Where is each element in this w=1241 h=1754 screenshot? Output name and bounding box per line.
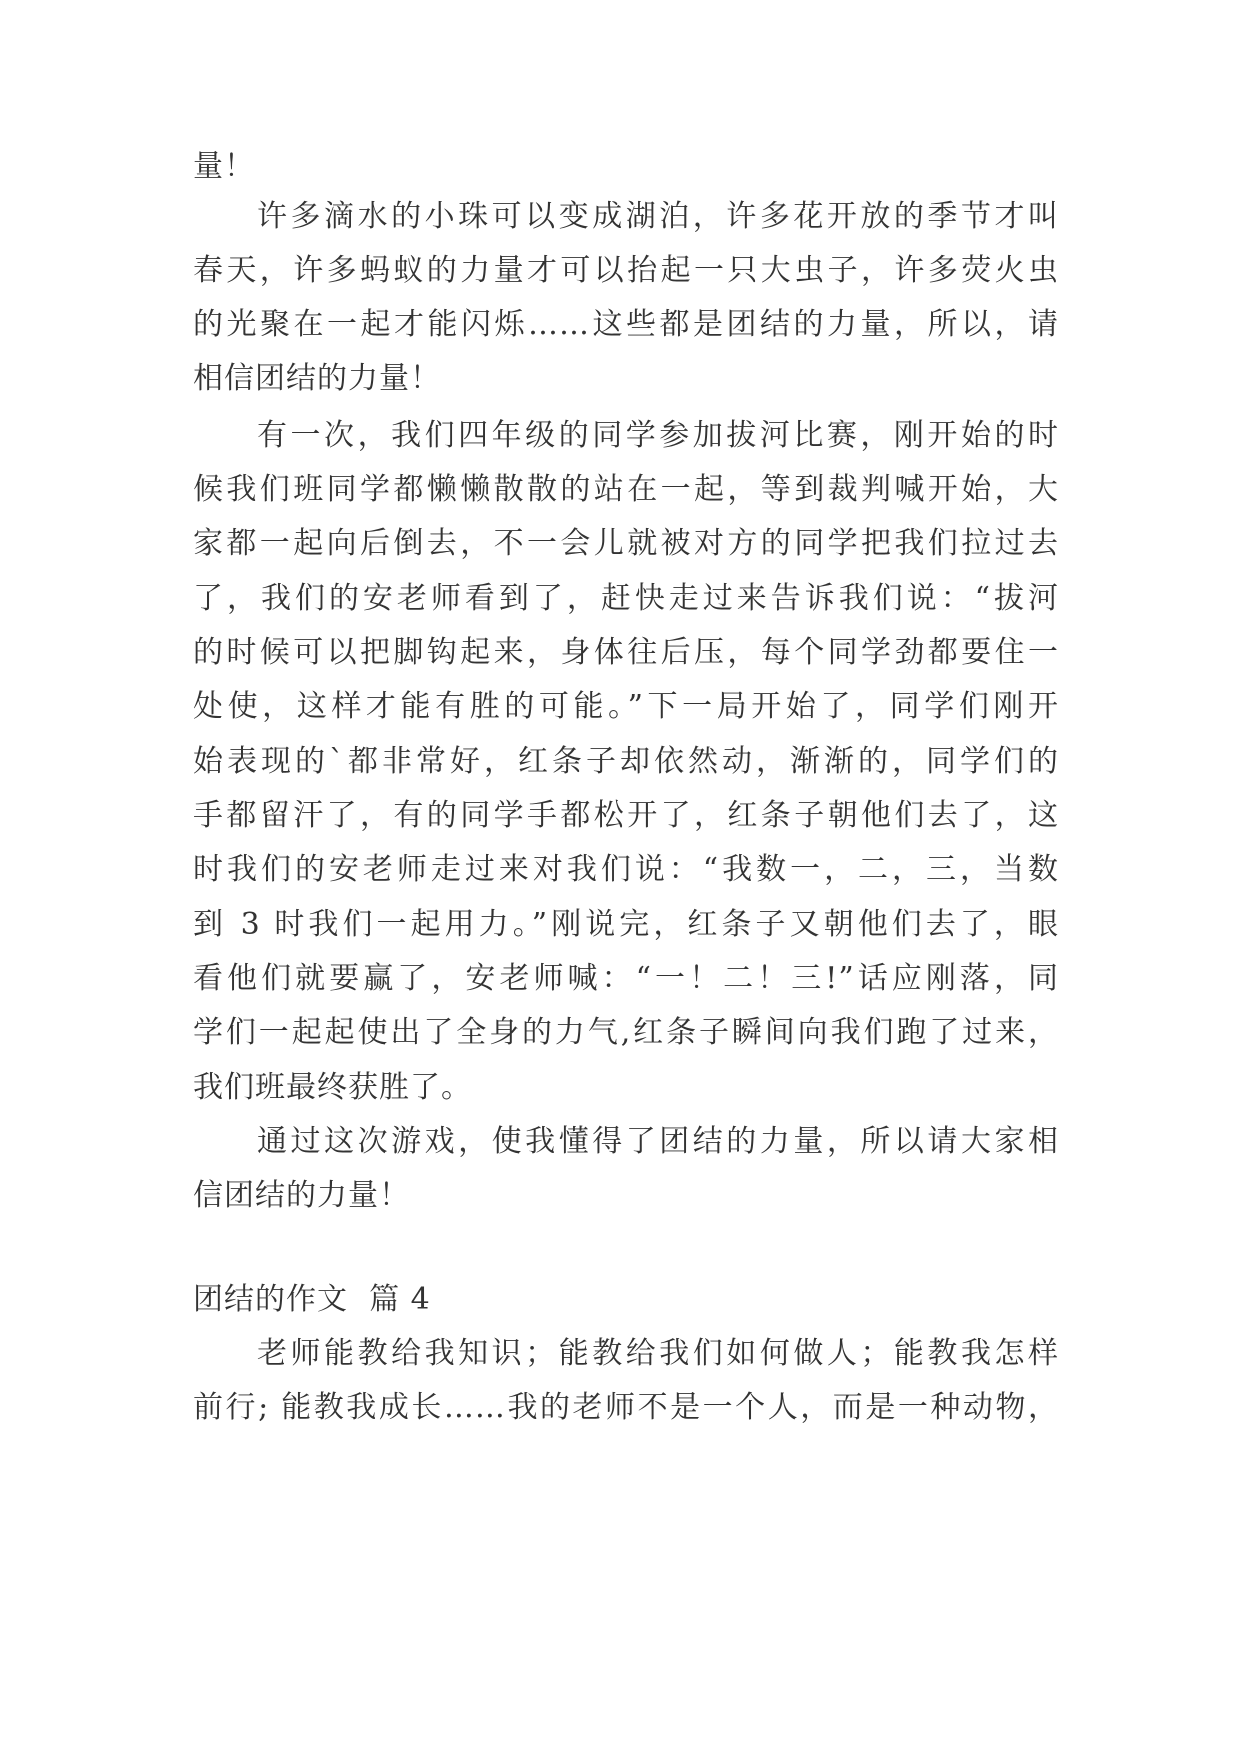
paragraph-4-line-2: 信团结的力量！: [193, 1178, 410, 1213]
paragraph-3-line-8: 手都留汗了，有的同学手都松开了，红条子朝他们去了，这: [193, 798, 1059, 833]
paragraph-3-line-6: 处使，这样才能有胜的可能。”下一局开始了，同学们刚开: [193, 689, 1059, 724]
paragraph-1-line-1: 量！: [193, 149, 255, 184]
paragraph-3-line-13: 我们班最终获胜了。: [193, 1070, 472, 1105]
paragraph-2-line-3: 的光聚在一起才能闪烁……这些都是团结的力量，所以，请: [193, 307, 1059, 342]
section-heading: 团结的作文 篇 4: [193, 1282, 431, 1317]
paragraph-5-line-1: 老师能教给我知识；能教给我们如何做人；能教我怎样: [257, 1336, 1059, 1371]
paragraph-2-line-2: 春天，许多蚂蚁的力量才可以抬起一只大虫子，许多荧火虫: [193, 253, 1059, 288]
paragraph-2-line-4: 相信团结的力量！: [193, 361, 441, 396]
paragraph-3-line-10: 到 3 时我们一起用力。”刚说完，红条子又朝他们去了，眼: [193, 907, 1059, 942]
paragraph-3-line-3: 家都一起向后倒去，不一会儿就被对方的同学把我们拉过去: [193, 526, 1059, 561]
paragraph-4-line-1: 通过这次游戏，使我懂得了团结的力量，所以请大家相: [257, 1124, 1059, 1159]
paragraph-2-line-1: 许多滴水的小珠可以变成湖泊，许多花开放的季节才叫: [257, 199, 1059, 234]
paragraph-5-line-2: 前行; 能教我成长……我的老师不是一个人，而是一种动物，: [193, 1390, 1059, 1425]
paragraph-3-line-1: 有一次，我们四年级的同学参加拔河比赛，刚开始的时: [257, 418, 1059, 453]
paragraph-3-line-2: 候我们班同学都懒懒散散的站在一起，等到裁判喊开始，大: [193, 472, 1059, 507]
paragraph-3-line-5: 的时候可以把脚钩起来，身体往后压，每个同学劲都要住一: [193, 635, 1059, 670]
paragraph-3-line-12: 学们一起起使出了全身的力气,红条子瞬间向我们跑了过来，: [193, 1015, 1059, 1050]
paragraph-3-line-11: 看他们就要赢了，安老师喊：“一！二！三!”话应刚落，同: [193, 961, 1059, 996]
paragraph-3-line-7: 始表现的`都非常好，红条子却依然动，渐渐的，同学们的: [193, 744, 1059, 779]
paragraph-3-line-9: 时我们的安老师走过来对我们说：“我数一，二，三，当数: [193, 852, 1059, 887]
paragraph-3-line-4: 了，我们的安老师看到了，赶快走过来告诉我们说：“拔河: [193, 581, 1059, 616]
